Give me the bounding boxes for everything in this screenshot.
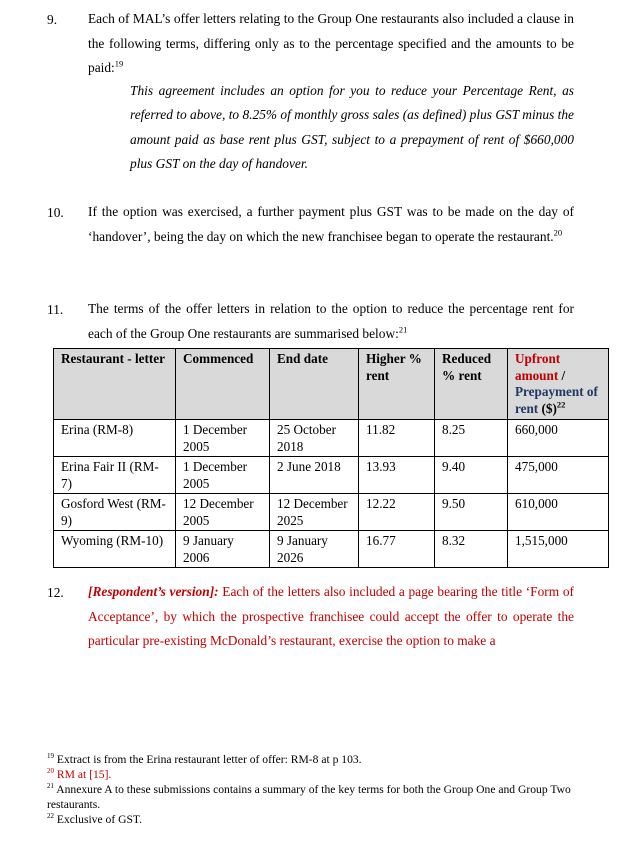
cell-higher-rent: 16.77 — [359, 531, 435, 568]
footnote-number: 19 — [47, 752, 54, 761]
footnote-number: 21 — [47, 782, 54, 791]
col-header-commenced: Commenced — [176, 349, 270, 420]
cell-amount: 660,000 — [508, 420, 609, 457]
table-row — [54, 420, 609, 457]
para-10-text — [88, 200, 574, 249]
cell-reduced-rent: 9.40 — [435, 457, 508, 494]
para-9-body: Each of MAL’s offer letters relating to the Group One restaurants also included a clause in the following terms, differing only as to the percentage specified and the amounts to be paid: — [88, 11, 574, 75]
footnote-text: Extract is from the Erina restaurant letter of offer: RM-8 at p 103. — [56, 753, 362, 766]
prepayment-label: Prepayment of rent — [515, 384, 598, 416]
cell-restaurant: Wyoming (RM-10) — [54, 531, 176, 568]
upfront-unit: ($) — [538, 400, 557, 416]
footnotes — [47, 752, 575, 827]
cell-reduced-rent: 8.32 — [435, 531, 508, 568]
upfront-amount-label: Upfront amount — [515, 351, 561, 383]
cell-higher-rent: 11.82 — [359, 420, 435, 457]
para-10-body: If the option was exercised, a further payment plus GST was to be made on the day of ‘handover’, being the day on which the new franchisee began to operate the restaurant. — [88, 204, 574, 244]
footnote-ref-22: 22 — [556, 399, 566, 410]
cell-reduced-rent: 8.25 — [435, 420, 508, 457]
footnote-text: Exclusive of GST. — [56, 813, 143, 826]
para-12-label: [Respondent’s version]: — [88, 584, 219, 599]
para-12-body: Each of the letters also included a page bearing the title ‘Form of Acceptance’, by which the prospective franchisee could accept the offer to operate the particular pre-existing McDonald’s restaurant, exercise the option to make a — [88, 584, 574, 648]
cell-commenced: 1 December 2005 — [176, 457, 270, 494]
para-12-text — [88, 580, 574, 654]
cell-higher-rent: 12.22 — [359, 494, 435, 531]
col-header-restaurant: Restaurant - letter — [54, 349, 176, 420]
cell-amount: 1,515,000 — [508, 531, 609, 568]
cell-end-date: 2 June 2018 — [270, 457, 359, 494]
para-12-number: 12. — [47, 585, 64, 600]
cell-end-date: 12 December 2025 — [270, 494, 359, 531]
upfront-separator: / — [558, 367, 566, 383]
para-10-number: 10. — [47, 205, 64, 220]
footnote-text: RM at [15]. — [56, 768, 112, 781]
footnote-number: 22 — [47, 812, 54, 821]
cell-restaurant: Gosford West (RM-9) — [54, 494, 176, 531]
cell-amount: 610,000 — [508, 494, 609, 531]
col-header-higher-rent: Higher % rent — [359, 349, 435, 420]
footnote-text: Annexure A to these submissions contains a summary of the key terms for both the Group One and Group Two restaurants. — [47, 783, 571, 811]
cell-end-date: 9 January 2026 — [270, 531, 359, 568]
cell-commenced: 1 December 2005 — [176, 420, 270, 457]
footnote-ref-21: 21 — [398, 324, 408, 335]
col-header-upfront-amount — [508, 349, 609, 420]
col-header-end-date: End date — [270, 349, 359, 420]
cell-reduced-rent: 9.50 — [435, 494, 508, 531]
para-11-body: The terms of the offer letters in relation to the option to reduce the percentage rent for each of the Group One restaurants are summarised below: — [88, 301, 574, 341]
para-9-quote: This agreement includes an option for you to reduce your Percentage Rent, as referred to above, to 8.25% of monthly gross sales (as defined) plus GST minus the amount paid as base rent plus GST, subject to a prepayment of rent of $660,000 plus GST on the day of handover. — [130, 83, 574, 171]
cell-commenced: 9 January 2006 — [176, 531, 270, 568]
footnote-ref-20: 20 — [553, 227, 563, 238]
table-row — [54, 494, 609, 531]
para-9-number: 9. — [47, 12, 58, 27]
col-header-reduced-rent: Reduced % rent — [435, 349, 508, 420]
footnote — [47, 752, 575, 767]
table-row — [54, 531, 609, 568]
footnote-ref-19: 19 — [114, 58, 124, 69]
table-header-row — [54, 349, 609, 420]
footnote — [47, 767, 575, 782]
footnote-number: 20 — [47, 767, 54, 776]
cell-restaurant: Erina Fair II (RM-7) — [54, 457, 176, 494]
cell-amount: 475,000 — [508, 457, 609, 494]
cell-end-date: 25 October 2018 — [270, 420, 359, 457]
table-row — [54, 457, 609, 494]
cell-higher-rent: 13.93 — [359, 457, 435, 494]
cell-commenced: 12 December 2005 — [176, 494, 270, 531]
offer-terms-table — [53, 348, 609, 568]
footnote — [47, 812, 575, 827]
para-11-text — [88, 297, 574, 346]
footnote — [47, 782, 575, 812]
para-9-text — [88, 7, 574, 81]
para-11-number: 11. — [47, 302, 64, 317]
cell-restaurant: Erina (RM-8) — [54, 420, 176, 457]
